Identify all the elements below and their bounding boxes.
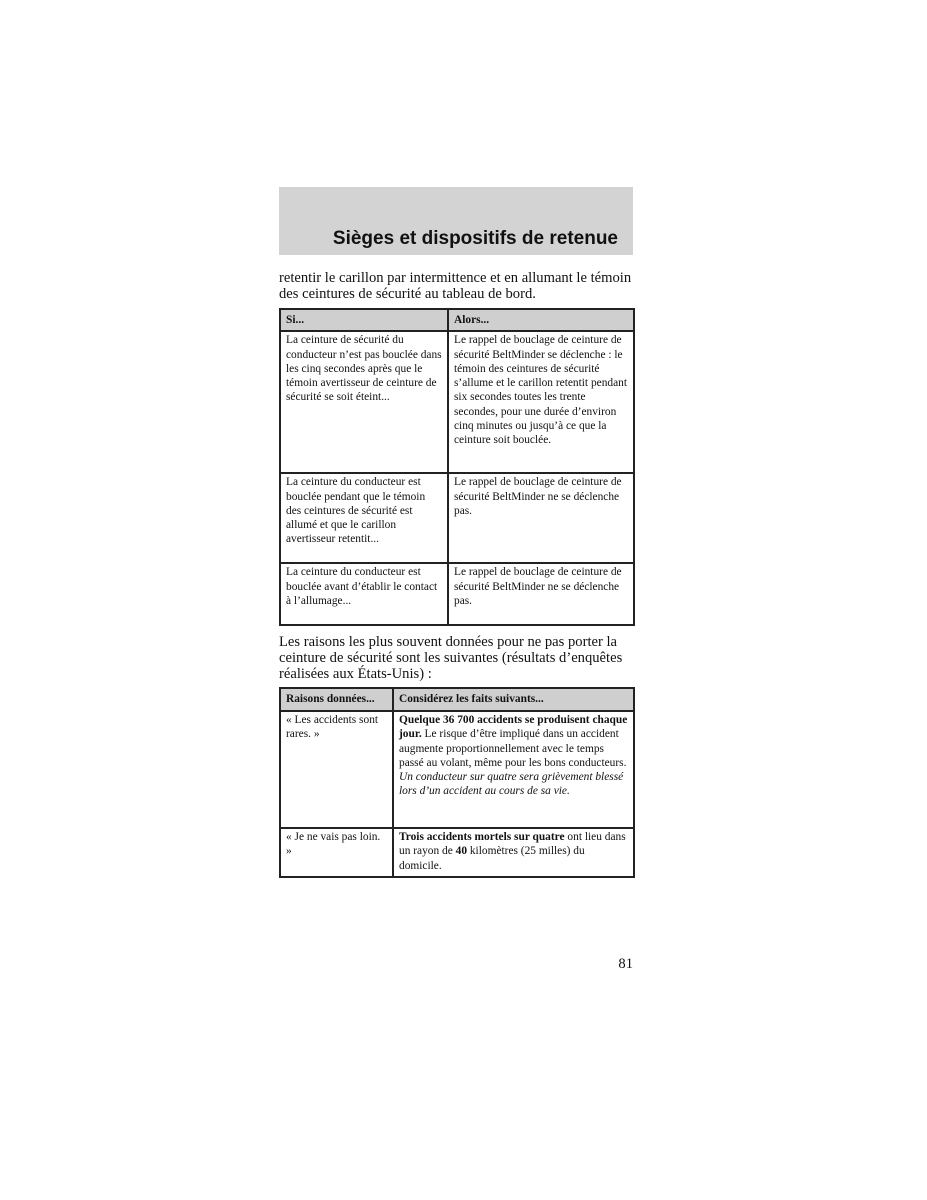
table-row (280, 331, 634, 473)
fact-text: ont lieu dans un rayon de (399, 831, 626, 858)
table-row (280, 711, 634, 828)
result-cell: Le rappel de bouclage de ceinture de sécurité BeltMinder ne se déclenche pas. (448, 473, 634, 563)
section-title: Sièges et dispositifs de retenue (332, 228, 618, 249)
section-header-band (279, 187, 633, 255)
condition-cell: La ceinture de sécurité du conducteur n’est pas bouclée dans les cinq secondes après que le témoin avertisseur de ceinture de sécurité se soit éteint... (280, 331, 448, 473)
result-cell: Le rappel de bouclage de ceinture de sécurité BeltMinder se déclenche : le témoin des ceintures de sécurité s’allume et le carillon retentit pendant six secondes toutes les trente secondes, pour une durée d’environ cinq minutes ou jusqu’à ce que la ceinture soit bouclée. (448, 331, 634, 473)
reasons-paragraph: Les raisons les plus souvent données pour ne pas porter la ceinture de sécurité sont les suivantes (résultats d’enquêtes réalisées aux États-Unis) : (279, 634, 623, 682)
result-cell: Le rappel de bouclage de ceinture de sécurité BeltMinder ne se déclenche pas. (448, 563, 634, 625)
reason-cell: « Les accidents sont rares. » (280, 711, 393, 828)
table-row (280, 563, 634, 625)
table-row (280, 828, 634, 877)
column-header-facts: Considérez les faits suivants... (393, 688, 634, 711)
fact-text-end: kilomètres (25 milles) du domicile. (399, 845, 585, 872)
fact-bold-number: 40 (455, 845, 468, 858)
fact-bold-text: Quelque 36 700 accidents se produisent chaque jour. (399, 714, 628, 741)
column-header-if: Si... (280, 309, 448, 331)
intro-paragraph: retentir le carillon par intermittence et en allumant le témoin des ceintures de sécurité au tableau de bord. (279, 270, 632, 302)
reason-cell: « Je ne vais pas loin. » (280, 828, 393, 877)
fact-text: Le risque d’être impliqué dans un accident augmente proportionnellement avec le temps passé au volant, même pour les bons conducteurs. (399, 728, 627, 769)
table-header-row (280, 688, 634, 711)
beltminder-table (279, 308, 635, 626)
table-row (280, 473, 634, 563)
table-header-row (280, 309, 634, 331)
fact-bold-text: Trois accidents mortels sur quatre (399, 831, 565, 843)
column-header-then: Alors... (448, 309, 634, 331)
condition-cell: La ceinture du conducteur est bouclée avant d’établir le contact à l’allumage... (280, 563, 448, 625)
fact-cell (393, 711, 634, 828)
page-number: 81 (618, 956, 633, 972)
fact-cell (393, 828, 634, 877)
reasons-table (279, 687, 635, 878)
fact-italic-text: Un conducteur sur quatre sera grièvement blessé lors d’un accident au cours de sa vie. (399, 771, 624, 798)
column-header-reasons: Raisons données... (280, 688, 393, 711)
condition-cell: La ceinture du conducteur est bouclée pendant que le témoin des ceintures de sécurité est allumé et que le carillon avertisseur retentit... (280, 473, 448, 563)
